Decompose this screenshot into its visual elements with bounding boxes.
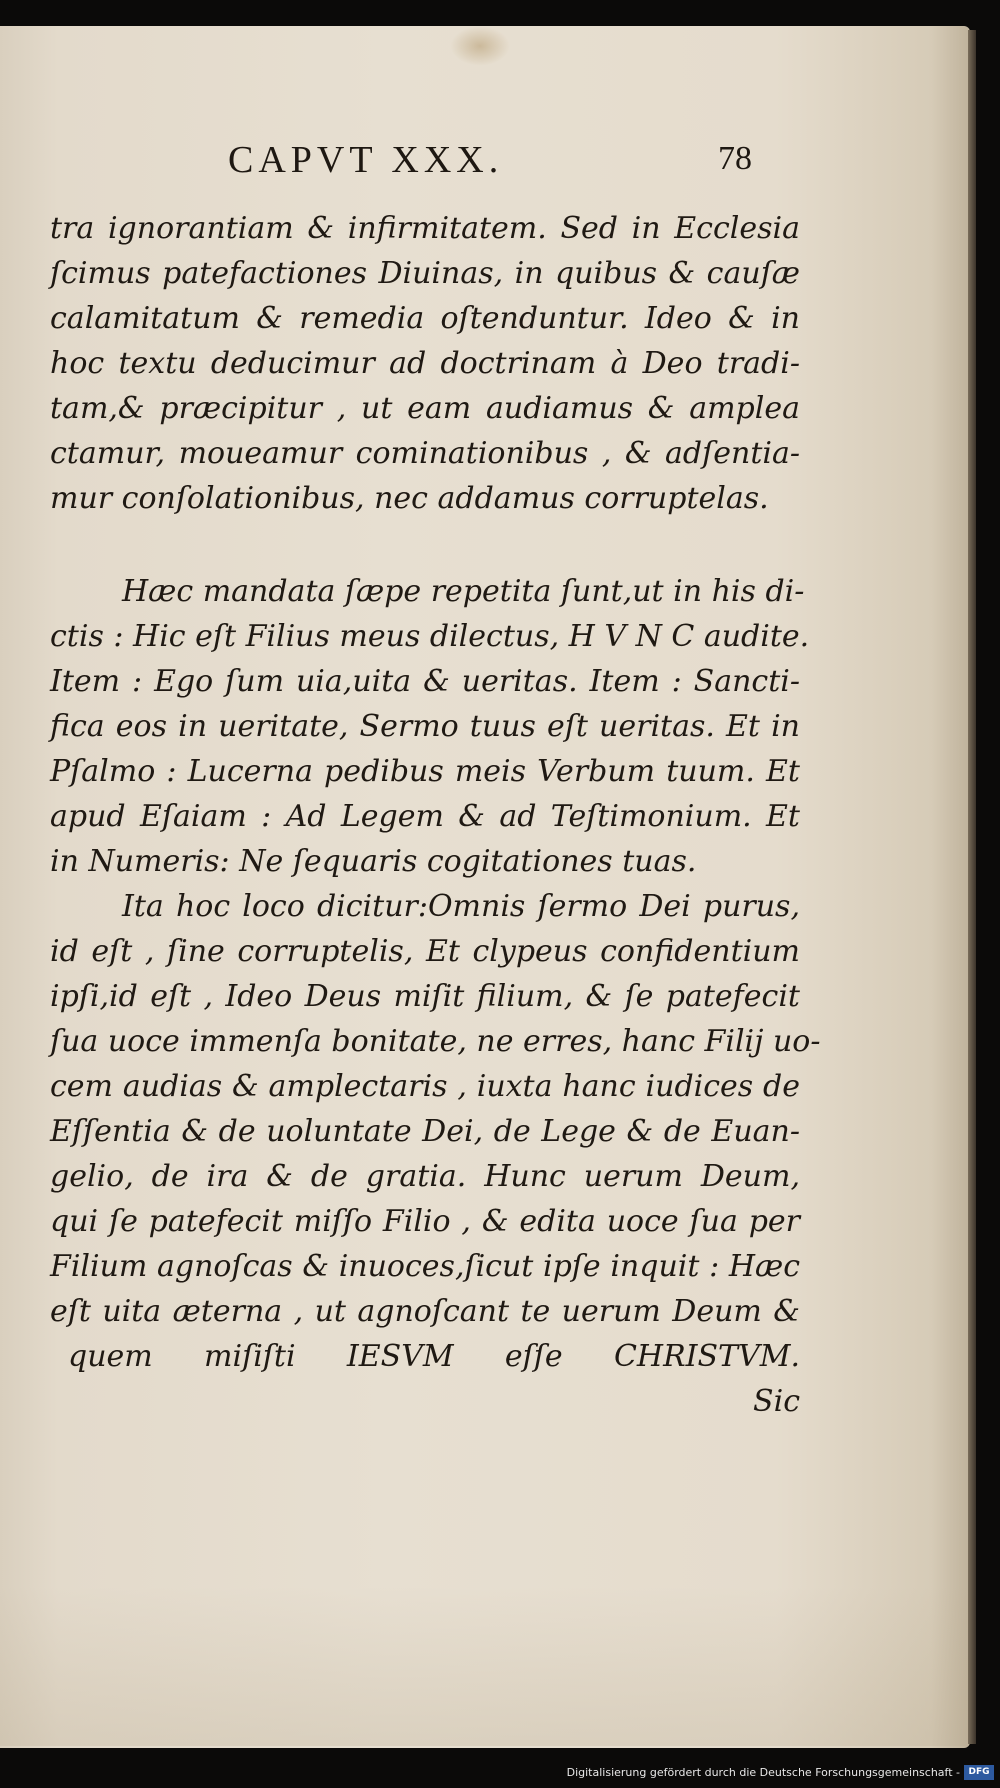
body-text (50, 206, 821, 1424)
text-line: hoc textu deducimur ad doctrinam à Deo tradi- (50, 346, 800, 381)
text-line: calamitatum & remedia oſtenduntur. Ideo & in (50, 301, 800, 336)
text-line: Filium agnoſcas & inuoces,ſicut ipſe inquit : Hæc (50, 1249, 800, 1284)
text-line: ctamur, moueamur cominationibus , & adſentia- (50, 436, 800, 471)
page-number: 78 (718, 140, 752, 177)
text-line: mur conſolationibus, nec addamus corruptelas. (50, 481, 769, 516)
text-line: Ita hoc loco dicitur:Omnis ſermo Dei purus, (122, 889, 800, 924)
text-line: fica eos in ueritate, Sermo tuus eſt ueritas. Et in (50, 709, 800, 744)
text-line: qui ſe patefecit miſſo Filio , & edita uoce ſua per (50, 1204, 800, 1239)
page-edge (968, 30, 976, 1744)
text-line: eſt uita æterna , ut agnoſcant te uerum Deum & (50, 1294, 800, 1329)
catchword: Sic (753, 1384, 800, 1419)
running-title: CAPVT XXX. (228, 139, 504, 181)
text-line: Hæc mandata ſæpe repetita ſunt,ut in his di- (122, 574, 805, 609)
dfg-logo: DFG (964, 1765, 994, 1780)
text-line: Eſſentia & de uoluntate Dei, de Lege & de Euan- (50, 1114, 800, 1149)
text-line: in Numeris: Ne ſequaris cogitationes tuas. (50, 844, 697, 879)
text-line: gelio, de ira & de gratia. Hunc uerum Deum, (50, 1159, 800, 1194)
text-line: Pſalmo : Lucerna pedibus meis Verbum tuum. Et (50, 754, 800, 789)
text-line: cem audias & amplectaris , iuxta hanc iudices de (50, 1069, 800, 1104)
text-line: id eſt , ſine corruptelis, Et clypeus confidentium (50, 934, 800, 969)
text-line: tam,& præcipitur , ut eam audiamus & amplea (50, 391, 800, 426)
text-line: apud Eſaiam : Ad Legem & ad Teſtimonium. Et (50, 799, 800, 834)
text-line: Item : Ego ſum uia,uita & ueritas. Item : Sancti- (50, 664, 800, 699)
paragraph-gap (50, 521, 800, 569)
running-head (0, 138, 970, 198)
text-line: ipſi,id eſt , Ideo Deus miſit filium, & ſe patefecit (50, 979, 800, 1014)
book-page (0, 26, 970, 1748)
footer-strip (0, 1760, 1000, 1788)
text-line: quem miſiſti IESVM eſſe CHRISTVM. (68, 1339, 800, 1374)
text-line: ſua uoce immenſa bonitate, ne erres, hanc Filij uo- (50, 1024, 821, 1059)
text-line: ſcimus patefactiones Diuinas, in quibus & cauſæ (50, 256, 800, 291)
text-line: tra ignorantiam & infirmitatem. Sed in Ecclesia (50, 211, 800, 246)
text-line: ctis : Hic eſt Filius meus dilectus, H V N C audite. (50, 619, 810, 654)
digitization-credit: Digitalisierung gefördert durch die Deutsche Forschungsgemeinschaft - (566, 1766, 960, 1779)
